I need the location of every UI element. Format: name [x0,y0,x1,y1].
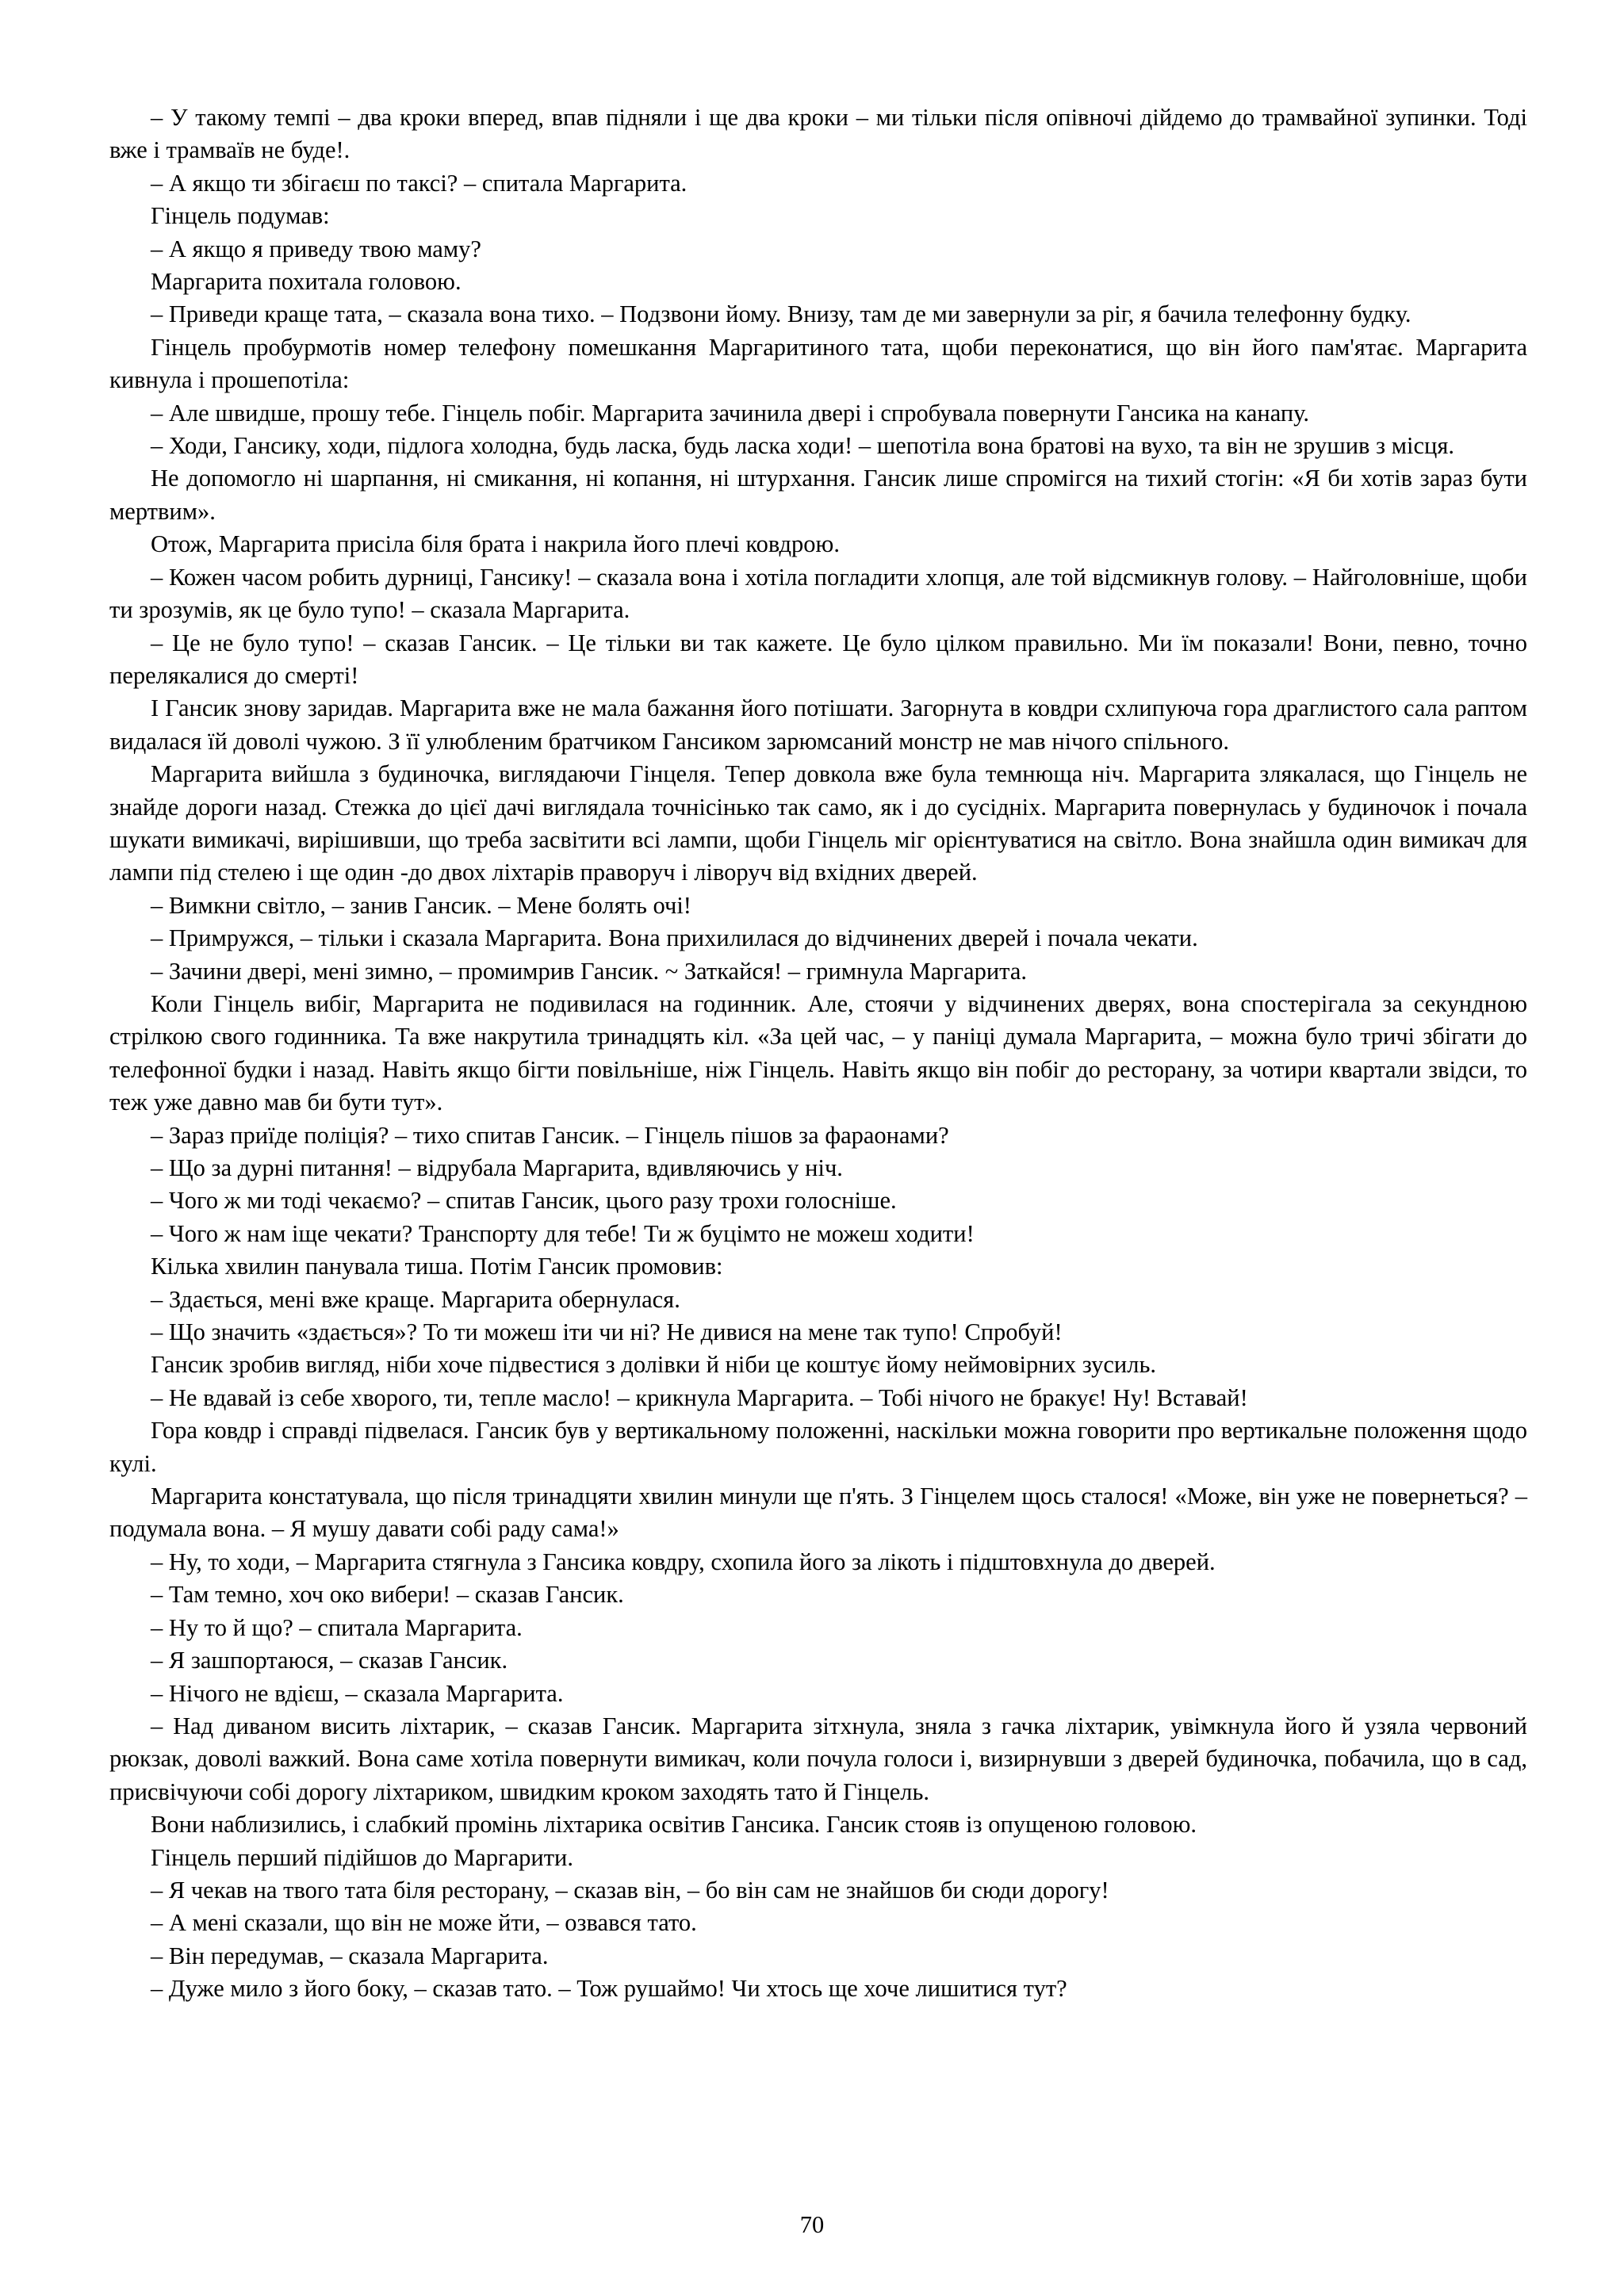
paragraph: – Ходи, Гансику, ходи, підлога холодна, будь ласка, будь ласка ходи! – шепотіла вона братові на вухо, та він не зрушив з місця. [151,432,1455,460]
paragraph: – Над диваном висить ліхтарик, – сказав Гансик. Маргарита зітхнула, зняла з гачка ліхтарик, увімкнула його й узяла червоний рюкзак, доволі важкий. Вона саме хотіла повернути вимикач, коли почула голоси і, визирнувши з дверей будиночка, побачила, що в сад, присвічуючи собі дорогу ліхтариком, швидким кроком заходять тато й Гінцель. [109,1712,1527,1805]
paragraph: Маргарита вийшла з будиночка, виглядаючи Гінцеля. Тепер довкола вже була темнюща ніч. Маргарита злякалася, що Гінцель не знайде дороги назад. Стежка до цієї дачі виглядала точнісінько так само, як і до сусідніх. Маргарита повернулась у будиночок і почала шукати вимикачі, вирішивши, що треба засвітити всі лампи, щоби Гінцель міг орієнтуватися на світло. Вона знайшла один вимикач для лампи під стелею і ще один -до двох ліхтарів праворуч і ліворуч від вхідних дверей. [109,760,1527,886]
paragraph: Коли Гінцель вибіг, Маргарита не подивилася на годинник. Але, стоячи у відчинених дверях, вона спостерігала за секундною стрілкою свого годинника. Та вже накрутила тринадцять кіл. «За цей час, – у паніці думала Маргарита, – можна було тричі збігати до телефонної будки і назад. Навіть якщо бігти повільніше, ніж Гінцель. Навіть якщо він побіг до ресторану, за чотири квартали звідси, то теж уже давно мав би бути тут». [109,989,1527,1116]
paragraph: Кілька хвилин панувала тиша. Потім Гансик промовив: [151,1253,723,1280]
paragraph: Не допомогло ні шарпання, ні смикання, ні копання, ні штурхання. Гансик лише спромігся на тихий стогін: «Я би хотів зараз бути мертвим». [109,465,1527,525]
paragraph: Гінцель перший підійшов до Маргарити. [151,1843,573,1871]
paragraph: – Ну, то ходи, – Маргарита стягнула з Гансика ковдру, схопила його за лікоть і підштовхнула до дверей. [151,1548,1216,1575]
paragraph: – Чого ж ми тоді чекаємо? – спитав Гансик, цього разу трохи голосніше. [151,1187,897,1215]
paragraph: – Кожен часом робить дурниці, Гансику! – сказала вона і хотіла погладити хлопця, але той відсмикнув голову. – Найголовніше, щоби ти зрозумів, як це було тупо! – сказала Маргарита. [109,563,1527,624]
paragraph: – Не вдавай із себе хворого, ти, тепле масло! – крикнула Маргарита. – Тобі нічого не бракує! Ну! Вставай! [151,1383,1248,1411]
paragraph: – Нічого не вдієш, – сказала Маргарита. [151,1679,564,1707]
paragraph: – Вимкни світло, – занив Гансик. – Мене болять очі! [151,891,691,919]
paragraph: Гінцель пробурмотів номер телефону помешкання Маргаритиного тата, щоби переконатися, що він його пам'ятає. Маргарита кивнула і прошепотіла: [109,333,1527,394]
paragraph: – А мені сказали, що він не може йти, – озвався тато. [151,1909,697,1937]
paragraph: – Примружся, – тільки і сказала Маргарита. Вона прихилилася до відчинених дверей і почала чекати. [151,924,1198,952]
paragraph: – Здається, мені вже краще. Маргарита обернулася. [151,1285,680,1313]
paragraph: – Він передумав, – сказала Маргарита. [151,1942,549,1969]
paragraph: Гінцель подумав: [151,202,330,230]
paragraph: – У такому темпі – два кроки вперед, впав підняли і ще два кроки – ми тільки після опівночі дійдемо до трамвайної зупинки. Тоді вже і трамваїв не буде!. [109,104,1527,164]
page-body [109,101,1527,2006]
paragraph: – Що за дурні питання! – відрубала Маргарита, вдивляючись у ніч. [151,1154,843,1181]
paragraph: Маргарита похитала головою. [151,268,462,296]
paragraph: – Зараз приїде поліція? – тихо спитав Гансик. – Гінцель пішов за фараонами? [151,1121,949,1149]
paragraph: Гора ковдр і справді підвелася. Гансик був у вертикальному положенні, наскільки можна говорити про вертикальне положення щодо кулі. [109,1417,1527,1477]
paragraph: Маргарита констатувала, що після тринадцяти хвилин минули ще п'ять. З Гінцелем щось сталося! «Може, він уже не повернеться? – подумала вона. – Я мушу давати собі раду сама!» [109,1483,1527,1543]
paragraph: – Я зашпортаюся, – сказав Гансик. [151,1647,508,1674]
paragraph: – Це не було тупо! – сказав Гансик. – Це тільки ви так кажете. Це було цілком правильно. Ми їм показали! Вони, певно, точно перелякалися до смерті! [109,629,1527,689]
paragraph: – Чого ж нам іще чекати? Транспорту для тебе! Ти ж буцімто не можеш ходити! [151,1219,975,1247]
page-number: 70 [799,2211,825,2238]
paragraph: І Гансик знову заридав. Маргарита вже не мала бажання його потішати. Загорнута в ковдри схлипуюча гора драглистого сала раптом видалася їй доволі чужою. З її улюбленим братчиком Гансиком зарюмсаний монстр не мав нічого спільного. [109,695,1527,755]
paragraph: – Приведи краще тата, – сказала вона тихо. – Подзвони йому. Внизу, там де ми завернули за ріг, я бачила телефонну будку. [151,300,1411,328]
paragraph: – Там темно, хоч око вибери! – сказав Гансик. [151,1581,624,1609]
paragraph: – Я чекав на твого тата біля ресторану, – сказав він, – бо він сам не знайшов би сюди дорогу! [151,1876,1109,1904]
paragraph: – Але швидше, прошу тебе. Гінцель побіг. Маргарита зачинила двері і спробувала повернути Гансика на канапу. [151,399,1310,427]
paragraph: Гансик зробив вигляд, ніби хоче підвестися з долівки й ніби це коштує йому неймовірних зусиль. [151,1351,1156,1379]
paragraph: – Дуже мило з його боку, – сказав тато. – Тож рушаймо! Чи хтось ще хоче лишитися тут? [151,1975,1067,2003]
paragraph: Вони наблизились, і слабкий промінь ліхтарика освітив Гансика. Гансик стояв із опущеною головою. [151,1811,1197,1839]
paragraph: – Що значить «здається»? То ти можеш іти чи ні? Не дивися на мене так тупо! Спробуй! [151,1318,1063,1346]
paragraph: – Ну то й що? – спитала Маргарита. [151,1613,523,1641]
paragraph: – Зачини двері, мені зимно, – промимрив Гансик. ~ Заткайся! – гримнула Маргарита. [151,957,1028,985]
paragraph: – А якщо я приведу твою маму? [151,235,481,262]
paragraph: – А якщо ти збігаєш по таксі? – спитала Маргарита. [151,169,688,197]
paragraph: Отож, Маргарита присіла біля брата і накрила його плечі ковдрою. [151,530,840,558]
